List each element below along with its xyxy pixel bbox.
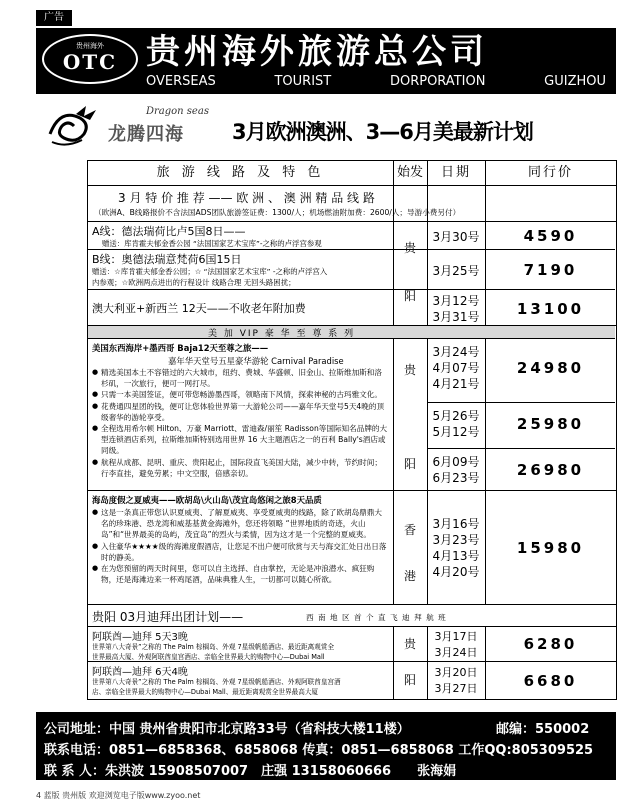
au-date-1: 3月12号 bbox=[432, 294, 480, 308]
footer-address: 公司地址：中国 贵州省贵阳市北京路33号（省科技大楼11楼） bbox=[44, 722, 410, 737]
dubai-r1-date: 3月24日 bbox=[434, 646, 478, 659]
hawaii-dates-row bbox=[427, 515, 615, 585]
usa-g2-date: 5月26号 bbox=[432, 409, 480, 423]
hawaii-bullet: ● 这是一条真正带您认识夏威夷、了解夏威夷、享受夏威夷的线路，除了欧胡岛鼎鼎大名的珍珠港、恐龙湾和威基基黄金海滩外，您还将领略 “世界地质的奇迹，火山岛”和“世界最美的岛屿，茂宜岛”的烈火与柔情，因为这才是一个完整的夏威夷。 bbox=[92, 507, 388, 541]
divider bbox=[88, 490, 616, 491]
logo-top-text: 贵州海外 bbox=[76, 42, 104, 50]
usa-group-1 bbox=[427, 339, 615, 403]
hawaii-bullet: ● 入住豪华★★★★级的海滩度假酒店，让您足不出户便可欣赏与天与海交汇处日出日落时的静美。 bbox=[92, 541, 388, 563]
usa-title-1: 美国东西海岸+墨西哥 Baja12天至尊之旅—— bbox=[92, 343, 269, 353]
company-en-word: DORPORATION bbox=[389, 74, 486, 89]
usa-g1-date: 4月21号 bbox=[432, 377, 480, 391]
hawaii-date: 4月13号 bbox=[432, 549, 480, 563]
dubai-r2-desc1: 世界第八大奇景”之称的 The Palm 棕榈岛、外观 7星级帆船酒店、外观阿联酋皇宫酒 bbox=[92, 678, 341, 686]
col-line bbox=[427, 161, 428, 326]
dubai-r1-date: 3月17日 bbox=[434, 630, 478, 643]
hawaii-date: 4月20号 bbox=[432, 565, 480, 579]
route-b-sub2: 内参观；☆欧洲两点进出的行程设计 线路合理 无回头路困扰； bbox=[92, 278, 296, 287]
usa-bullet: ● 航程从成都、昆明、重庆、贵阳起止，国际段直飞美国大陆，减少中转，节约时间；行李直挂，避免劳累；中文空服，倍感亲切。 bbox=[92, 457, 388, 479]
dubai-subtitle: 西 南 地 区 首 个 直 飞 迪 拜 航 班 bbox=[306, 613, 447, 622]
usa-g3-date: 6月09号 bbox=[432, 455, 480, 469]
a-date-row bbox=[427, 222, 615, 250]
hawaii-date: 3月23号 bbox=[432, 533, 480, 547]
au-date-row bbox=[427, 290, 615, 326]
usa-g2-date: 5月12号 bbox=[432, 425, 480, 439]
dubai-r2-desc2: 店、亲临全世界最大的购物中心—Dubai Mall、最近距离观赏全世界最高大厦 bbox=[92, 688, 319, 696]
march-title-block bbox=[88, 186, 616, 222]
dubai-r2-date: 3月27日 bbox=[434, 682, 478, 695]
usa-g3-price: 26980 bbox=[516, 461, 585, 479]
col-line bbox=[393, 627, 394, 699]
route-a bbox=[88, 222, 427, 250]
dubai-title: 贵阳 03月迪拜出团计划—— bbox=[92, 610, 244, 624]
usa-series-bar bbox=[88, 326, 615, 339]
hawaii-depart-2: 港 bbox=[403, 569, 416, 583]
usa-bullet: ● 全程选用希尔顿 Hilton、万豪 Marriott、雷迪森/丽笙 Radisson等国际知名品牌的大型连锁酒店系列，拉斯维加斯特别选用世界 16 大主题酒店之一的百利 Bally's酒店或同级。 bbox=[92, 423, 388, 457]
route-au-title: 澳大利亚+新西兰 12天——不收老年附加费 bbox=[92, 302, 306, 315]
contact-footer bbox=[36, 712, 616, 780]
company-en-word: TOURIST bbox=[274, 74, 332, 89]
hawaii-title: 海岛度假之夏威夷——欧胡岛\火山岛\茂宜岛悠闲之旅8天品质 bbox=[92, 495, 322, 505]
brand-cn: 龙腾四海 bbox=[108, 124, 184, 145]
col-line bbox=[393, 161, 394, 326]
b-price: 7190 bbox=[523, 261, 578, 279]
dubai-r2-dates bbox=[427, 662, 615, 699]
dubai-r1-price: 6280 bbox=[523, 635, 578, 653]
usa-title-2: 嘉年华天堂号五星豪华游轮 Carnival Paradise bbox=[168, 356, 344, 366]
dubai-r1-dates bbox=[427, 627, 615, 662]
b-date: 3月25号 bbox=[432, 264, 480, 278]
usa-bullet: ● 只需一本美国签证，便可带您畅游墨西哥，领略南下风情，探索神秘的古玛雅文化。 bbox=[92, 389, 388, 400]
company-name-en bbox=[146, 74, 606, 89]
dubai-header bbox=[88, 605, 616, 627]
col-line bbox=[485, 161, 486, 326]
au-date-2: 3月31号 bbox=[432, 310, 480, 324]
route-b bbox=[88, 250, 427, 290]
usa-bullets bbox=[92, 367, 388, 479]
usa-g1-date: 3月24号 bbox=[432, 345, 480, 359]
dubai-depart-2: 阳 bbox=[403, 673, 416, 687]
company-en-word: GUIZHOU bbox=[544, 74, 606, 89]
usa-g1-price: 24980 bbox=[516, 359, 585, 377]
usa-group-2 bbox=[427, 403, 615, 449]
dubai-r1-desc2: 世界最高大厦、外观阿联酋皇宫酒店、亲临全世界最大的购物中心—Dubai Mall bbox=[92, 653, 325, 661]
a-price: 4590 bbox=[523, 227, 578, 245]
header-price: 同行价 bbox=[527, 165, 573, 180]
footer-contact: 联 系 人：朱洪波 15908507007 庄强 13158060666 张海娟 bbox=[44, 764, 457, 779]
dubai-r2-title: 阿联酋—迪拜 6天4晚 bbox=[92, 667, 188, 678]
col-line bbox=[427, 627, 428, 699]
usa-g1-date: 4月07号 bbox=[432, 361, 480, 375]
logo-main-text: OTC bbox=[62, 50, 118, 74]
depart-guiyang-2: 阳 bbox=[403, 289, 416, 303]
march-note: （欧洲A、B线路报价不含法国ADS团队旅游签证费：1300/人；机场燃油附加费：2600/人；导游小费另付） bbox=[94, 208, 461, 217]
footer-postcode: 邮编：550002 bbox=[496, 722, 590, 737]
header-date: 日期 bbox=[440, 165, 471, 180]
a-date: 3月30号 bbox=[432, 230, 480, 244]
brand-row bbox=[36, 100, 616, 156]
usa-g3-date: 6月23号 bbox=[432, 471, 480, 485]
footer-phone: 联系电话：0851—6858368、6858068 传真：0851—6858068 工作QQ:805309525 bbox=[44, 743, 594, 758]
usa-g2-price: 25980 bbox=[516, 415, 585, 433]
header-depart: 始发 bbox=[396, 165, 423, 180]
header-route: 旅 游 线 路 及 特 色 bbox=[156, 165, 325, 180]
route-b-sub1: 赠送：☆库肯霍夫郁金香公园；☆ “法国国家艺术宝库” -之称的卢浮宫入 bbox=[92, 267, 328, 276]
hawaii-bullet: ● 在为您预留的两天时间里，您可以自主选择、自由掌控，无论是冲浪潜水、疯狂购物，还是海滩边来一杯鸡尾酒，品味典雅人生，一切都可以随心所欲。 bbox=[92, 563, 388, 585]
route-a-sub: 赠送：库肯霍夫郁金香公园 “法国国家艺术宝库”-之称的卢浮宫参观 bbox=[102, 239, 322, 248]
company-name-cn: 贵州海外旅游总公司 bbox=[146, 32, 488, 72]
dubai-r1-title: 阿联酋—迪拜 5天3晚 bbox=[92, 632, 188, 643]
hawaii-date: 3月16号 bbox=[432, 517, 480, 531]
col-line bbox=[427, 339, 428, 604]
dubai-r1-desc1: 世界第八大奇景”之称的 The Palm 棕榈岛、外观 7星级帆船酒店、最近距离观赏全 bbox=[92, 643, 335, 651]
usa-bullet: ● 花费通四星团的钱，便可让您体验世界第一大游轮公司——嘉年华天堂号5天4晚的顶级奢华的游轮享受。 bbox=[92, 401, 388, 423]
company-en-word: OVERSEAS bbox=[146, 74, 216, 89]
table-header-row bbox=[88, 161, 616, 186]
col-line bbox=[393, 339, 394, 604]
company-header bbox=[36, 28, 616, 94]
dubai-r2-price: 6680 bbox=[523, 672, 578, 690]
hawaii-depart-1: 香 bbox=[403, 523, 416, 537]
route-b-title: B线：奥德法瑞意梵荷6国15日 bbox=[92, 253, 242, 266]
usa-group-3 bbox=[427, 449, 615, 491]
ad-tag: 广告 bbox=[36, 10, 72, 26]
page-footer-strip: 4 蓝版 贵州版 欢迎浏览电子版www.zyoo.net bbox=[36, 791, 201, 800]
usa-series-title: 美 加 VIP 豪 华 至 尊 系 列 bbox=[208, 329, 356, 339]
route-table bbox=[87, 160, 617, 700]
hawaii-price: 15980 bbox=[516, 539, 585, 557]
brand-en: Dragon seas bbox=[146, 106, 209, 117]
col-line bbox=[485, 339, 486, 604]
route-a-title: A线：德法瑞荷比卢5国8日—— bbox=[92, 225, 246, 238]
dubai-r2-date: 3月20日 bbox=[434, 666, 478, 679]
col-line bbox=[485, 627, 486, 699]
depart-guiyang-1: 贵 bbox=[403, 241, 416, 255]
dubai-depart-1: 贵 bbox=[403, 637, 416, 651]
march-title: 3 月 特 价 推 荐 —— 欧 洲 、 澳 洲 精 品 线 路 bbox=[118, 191, 375, 205]
au-price: 13100 bbox=[516, 300, 585, 318]
usa-depart-1: 贵 bbox=[403, 363, 416, 377]
usa-bullet: ● 精选美国本土不容错过的六大城市，纽约、费城、华盛顿、旧金山、拉斯维加斯和洛杉矶，一次旅行，便可一网打尽。 bbox=[92, 367, 388, 389]
hawaii-bullets bbox=[92, 507, 388, 585]
b-date-row bbox=[427, 250, 615, 290]
headline: 3月欧洲澳洲、3—6月美最新计划 bbox=[232, 120, 533, 144]
otc-logo bbox=[42, 34, 138, 84]
usa-depart-2: 阳 bbox=[403, 457, 416, 471]
